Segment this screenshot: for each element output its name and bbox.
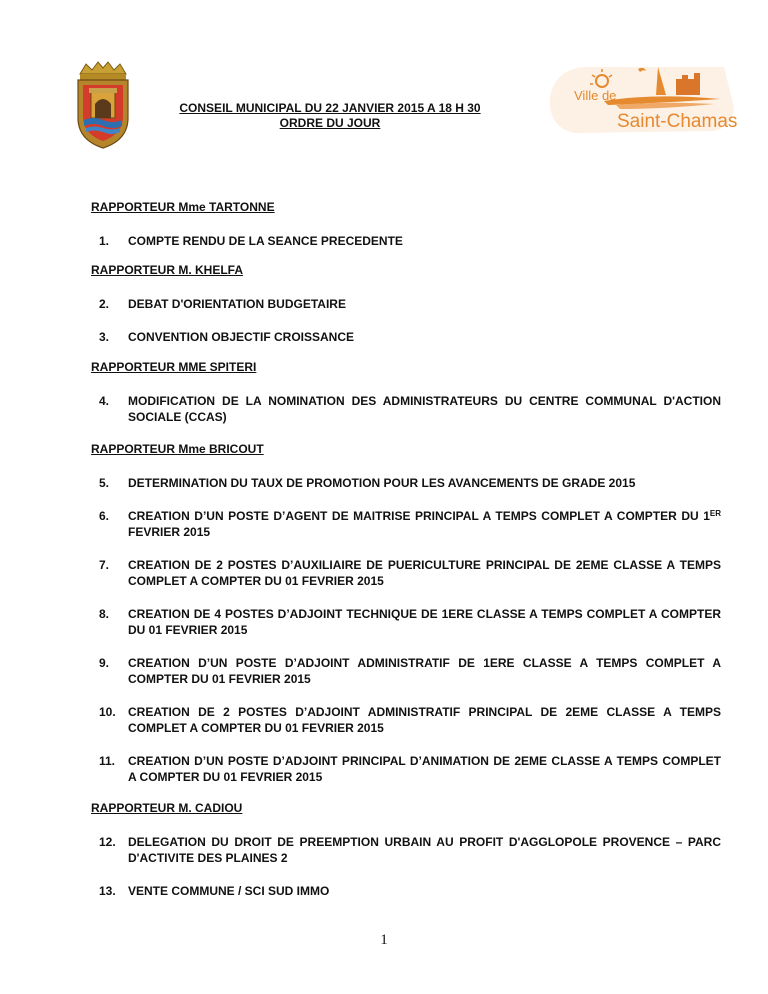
item-text: CREATION D’UN POSTE D’ADJOINT ADMINISTRATIF DE 1ERE CLASSE A TEMPS COMPLET A COMPTER DU 01 FEVRIER 2015 (128, 656, 721, 686)
item-number: 13. (99, 884, 116, 898)
town-logo (544, 57, 740, 141)
agenda-item (99, 393, 721, 425)
item-text: CREATION DE 2 POSTES D’ADJOINT ADMINISTRATIF PRINCIPAL DE 2EME CLASSE A TEMPS COMPLET A COMPTER DU 01 FEVRIER 2015 (128, 705, 721, 735)
logo-ville-text: Ville de (574, 88, 617, 103)
coat-of-arms-icon (74, 60, 132, 150)
item-number: 7. (99, 558, 110, 572)
agenda-item (99, 655, 721, 687)
agenda-item (99, 704, 721, 736)
logo-town-name: Saint-Chamas (617, 111, 738, 132)
document-header (160, 101, 500, 131)
item-number: 8. (99, 607, 110, 621)
item-text-part: FEVRIER 2015 (128, 525, 211, 539)
rapporteur-heading: RAPPORTEUR MME SPITERI (91, 360, 257, 374)
item-number: 9. (99, 656, 110, 670)
rapporteur-heading: RAPPORTEUR M. KHELFA (91, 263, 244, 277)
agenda-item (99, 508, 721, 540)
item-text: CONVENTION OBJECTIF CROISSANCE (128, 330, 355, 344)
item-number: 3. (99, 330, 110, 344)
item-text: VENTE COMMUNE / SCI SUD IMMO (128, 884, 330, 898)
item-text: COMPTE RENDU DE LA SEANCE PRECEDENTE (128, 234, 403, 248)
item-text: DELEGATION DU DROIT DE PREEMPTION URBAIN AU PROFIT D'AGGLOPOLE PROVENCE – PARC D'ACTIVITE DES PLAINES 2 (128, 835, 721, 865)
agenda-title: ORDRE DU JOUR (279, 116, 381, 130)
agenda-item (99, 296, 721, 312)
item-text (128, 508, 721, 540)
item-text: CREATION DE 2 POSTES D’AUXILIAIRE DE PUERICULTURE PRINCIPAL DE 2EME CLASSE A TEMPS COMPLET A COMPTER DU 01 FEVRIER 2015 (128, 558, 721, 588)
item-number: 6. (99, 509, 110, 523)
item-number: 11. (99, 754, 116, 768)
item-number: 12. (99, 835, 116, 849)
item-text: CREATION D’UN POSTE D’ADJOINT PRINCIPAL D’ANIMATION DE 2EME CLASSE A TEMPS COMPLET A COMPTER DU 01 FEVRIER 2015 (128, 754, 721, 784)
item-text-superscript: ER (709, 509, 721, 518)
item-number: 10. (99, 705, 116, 719)
item-number: 2. (99, 297, 110, 311)
agenda-item (99, 606, 721, 638)
page-number: 1 (380, 932, 388, 948)
agenda-item (99, 753, 721, 785)
agenda-item (99, 883, 721, 899)
item-number: 5. (99, 476, 110, 490)
meeting-title: CONSEIL MUNICIPAL DU 22 JANVIER 2015 A 18 H 30 (179, 101, 481, 115)
agenda-item (99, 557, 721, 589)
item-number: 4. (99, 394, 110, 408)
item-text: DEBAT D'ORIENTATION BUDGETAIRE (128, 297, 346, 311)
agenda-item (99, 834, 721, 866)
agenda-item (99, 475, 721, 491)
item-text: DETERMINATION DU TAUX DE PROMOTION POUR LES AVANCEMENTS DE GRADE 2015 (128, 476, 636, 490)
item-number: 1. (99, 234, 110, 248)
item-text-part: CREATION D’UN POSTE D’AGENT DE MAITRISE PRINCIPAL A TEMPS COMPLET A COMPTER DU 1 (128, 509, 710, 523)
agenda-item (99, 329, 721, 345)
item-text: CREATION DE 4 POSTES D’ADJOINT TECHNIQUE DE 1ERE CLASSE A TEMPS COMPLET A COMPTER DU 01 FEVRIER 2015 (128, 607, 721, 637)
item-text: MODIFICATION DE LA NOMINATION DES ADMINISTRATEURS DU CENTRE COMMUNAL D'ACTION SOCIALE (CCAS) (128, 394, 721, 424)
rapporteur-heading: RAPPORTEUR Mme TARTONNE (91, 200, 275, 214)
agenda-item (99, 233, 721, 249)
rapporteur-heading: RAPPORTEUR Mme BRICOUT (91, 442, 264, 456)
rapporteur-heading: RAPPORTEUR M. CADIOU (91, 801, 243, 815)
